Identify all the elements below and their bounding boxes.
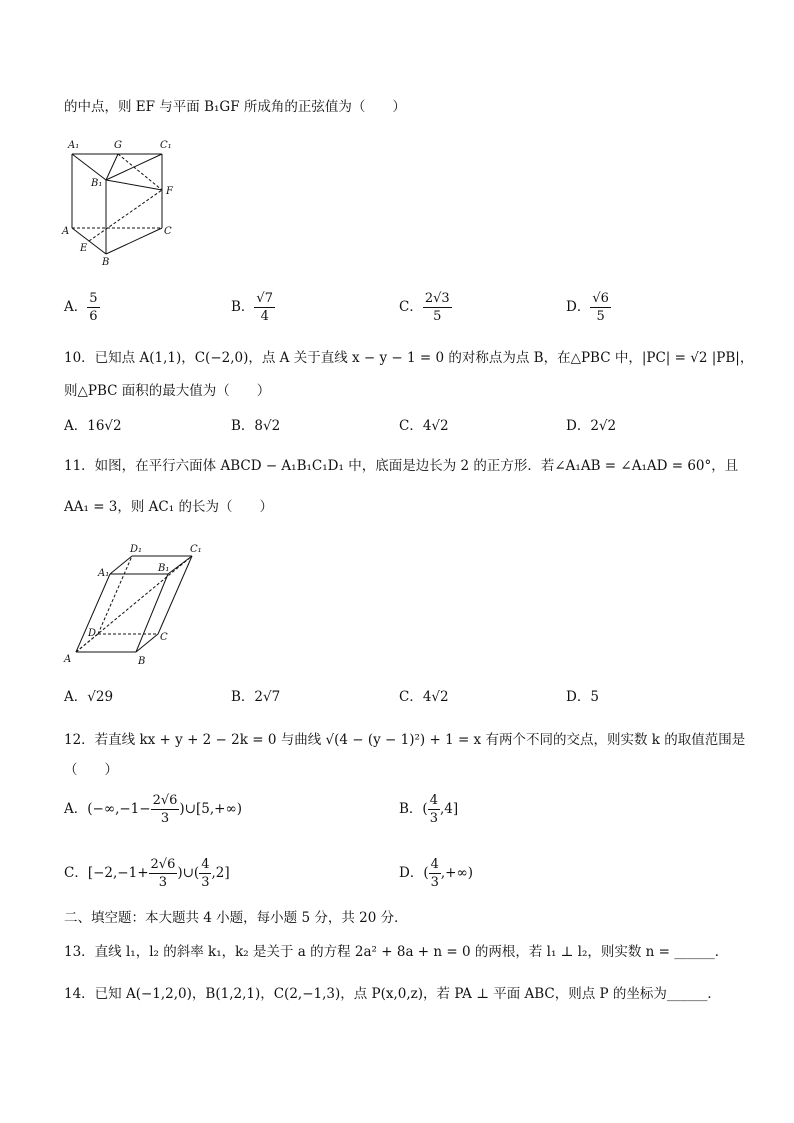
q12-option-c[interactable]: C．[−2,−1+ $\frac{2√6}{3}$ )∪( $\frac{4}{3}$ ,2] [64, 857, 230, 890]
label-G: G [114, 140, 122, 151]
q9-option-a[interactable]: A． $\frac{5}{6}$ [64, 291, 98, 324]
q11-stem-line1: 11．如图，在平行六面体 ABCD − A₁B₁C₁D₁ 中，底面是边长为 2 的正方形．若∠A₁AB = ∠A₁AD = 60°，且 [64, 458, 739, 474]
label-A: A [62, 226, 70, 237]
q11-option-a[interactable]: A．√29 [64, 689, 114, 705]
label-C1: C₁ [190, 544, 202, 555]
label-B: B [138, 656, 146, 667]
q12-stem-line2: （ ） [64, 762, 118, 778]
label-A1: A₁ [98, 568, 110, 579]
label-C: C [160, 632, 168, 643]
q10-stem-line1: 10．已知点 A(1,1)，C(−2,0)，点 A 关于直线 x − y − 1 = 0 的对称点为点 B，在△PBC 中，|PC| = √2 |PB|， [64, 350, 754, 366]
label-D1: D₁ [130, 544, 143, 555]
q9-option-d[interactable]: D． $\frac{√6}{5}$ [566, 291, 609, 324]
q11-stem-line2: AA₁ = 3，则 AC₁ 的长为（ ） [64, 499, 273, 515]
q10-option-c[interactable]: C．4√2 [399, 418, 449, 434]
label-B: B [102, 257, 110, 268]
q12-stem-line1: 12．若直线 kx + y + 2 − 2k = 0 与曲线 √(4 − (y − 1)²) + 1 = x 有两个不同的交点，则实数 k 的取值范围是 [64, 732, 746, 748]
prism-figure [60, 136, 190, 268]
label-B1: B₁ [91, 178, 103, 189]
q11-option-b[interactable]: B．2√7 [231, 689, 281, 705]
q10-option-d[interactable]: D．2√2 [566, 418, 617, 434]
parallelepiped-figure [58, 540, 218, 668]
label-A: A [64, 654, 72, 665]
q11-option-d[interactable]: D．5 [566, 689, 599, 705]
q12-option-a[interactable]: A．(−∞,−1− $\frac{2√6}{3}$ )∪[5,+∞) [64, 793, 242, 826]
label-B1: B₁ [158, 563, 170, 574]
label-F: F [166, 186, 173, 197]
q10-option-a[interactable]: A．16√2 [64, 418, 122, 434]
q13-stem: 13．直线 l₁，l₂ 的斜率 k₁，k₂ 是关于 a 的方程 2a² + 8a + n = 0 的两根，若 l₁ ⊥ l₂，则实数 n = ______． [64, 944, 729, 960]
label-E: E [80, 243, 88, 254]
label-C: C [164, 226, 172, 237]
q10-option-b[interactable]: B．8√2 [231, 418, 281, 434]
label-A1: A₁ [68, 140, 80, 151]
q12-option-d[interactable]: D．( $\frac{4}{3}$ ,+∞) [399, 857, 474, 890]
q14-stem: 14．已知 A(−1,2,0)，B(1,2,1)，C(2,−1,3)，点 P(x,0,z)，若 PA ⊥ 平面 ABC，则点 P 的坐标为______． [64, 986, 721, 1002]
label-D: D [88, 628, 97, 639]
label-C1: C₁ [160, 140, 172, 151]
q12-option-b[interactable]: B．( $\frac{4}{3}$ ,4] [399, 793, 459, 826]
q10-stem-line2: 则△PBC 面积的最大值为（ ） [64, 383, 271, 399]
section-heading: 二、填空题：本大题共 4 小题，每小题 5 分，共 20 分． [64, 910, 408, 926]
q9-option-b[interactable]: B． $\frac{√7}{4}$ [231, 291, 273, 324]
q9-option-c[interactable]: C． $\frac{2√3}{5}$ [399, 291, 450, 324]
q9-stem-tail: 的中点，则 EF 与平面 B₁GF 所成角的正弦值为（ ） [64, 99, 406, 115]
q11-option-c[interactable]: C．4√2 [399, 689, 449, 705]
